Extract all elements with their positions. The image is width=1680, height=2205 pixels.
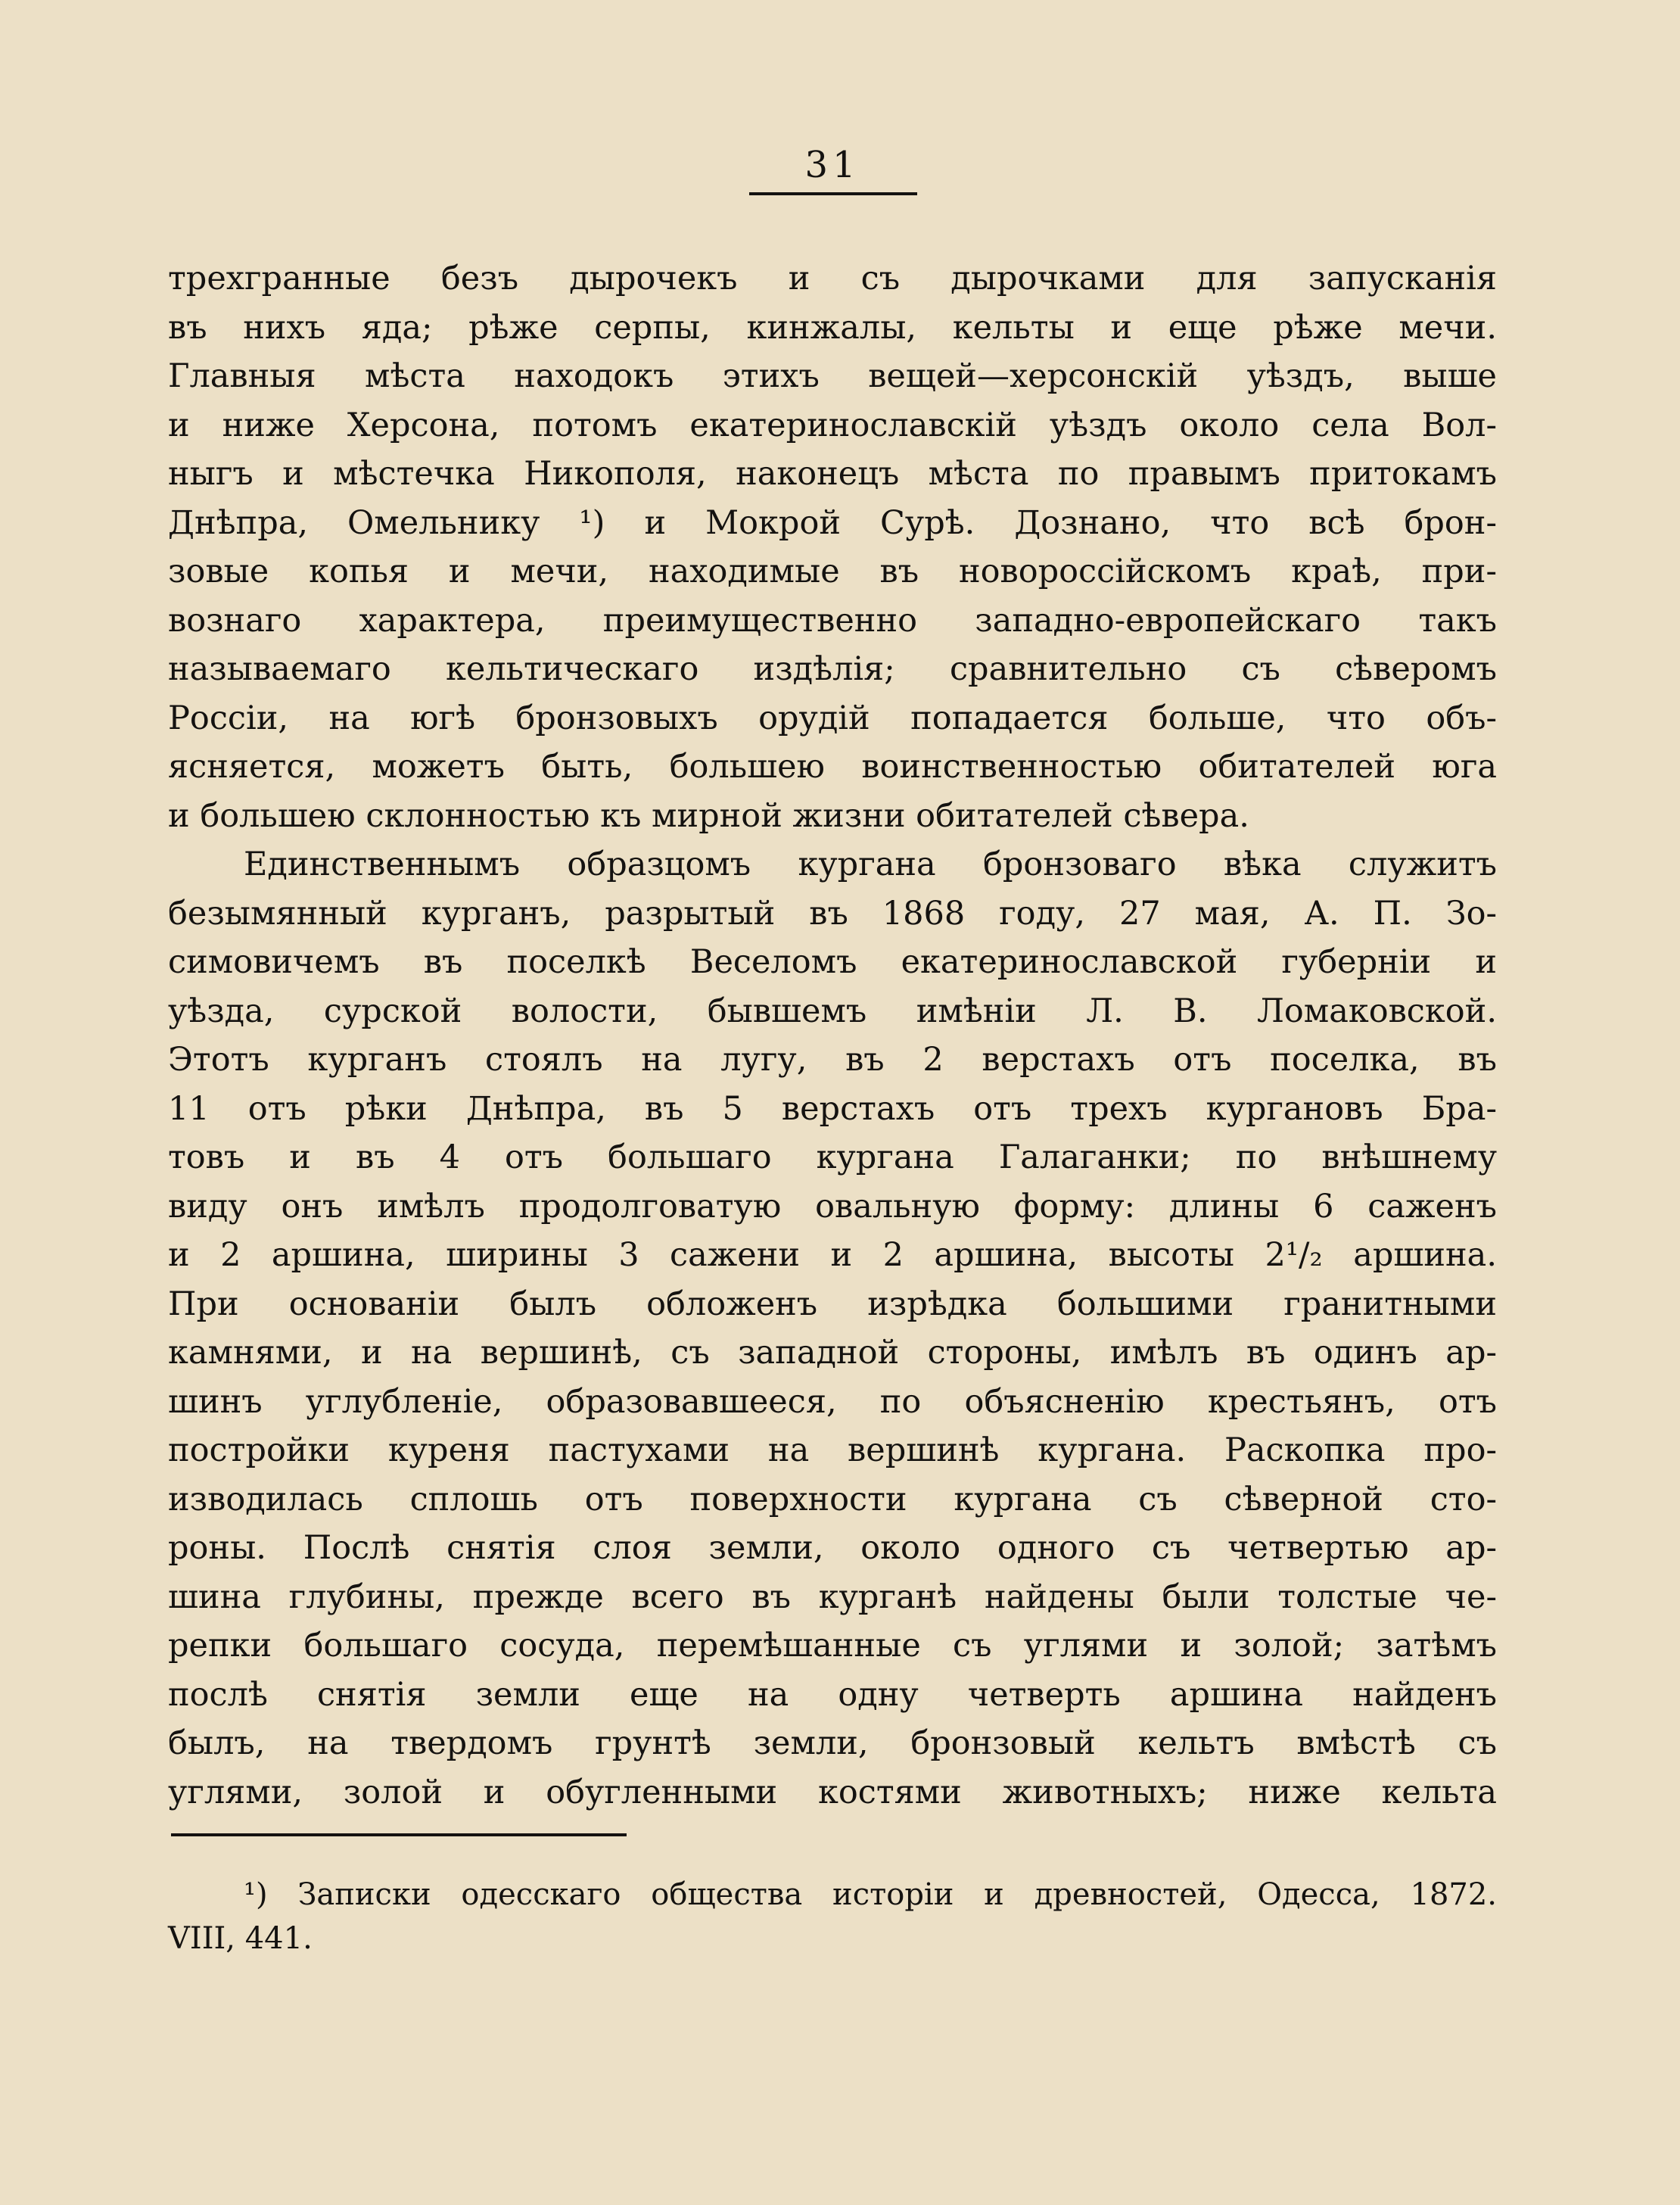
body-text [168,254,1497,1817]
text-line: и большею склонностью къ мирной жизни обитателей сѣвера. [168,796,1249,835]
text-line: изводилась сплошь отъ поверхности кургана съ сѣверной сто- [168,1480,1497,1518]
text-line: товъ и въ 4 отъ большаго кургана Галаганки; по внѣшнему [168,1138,1497,1176]
text-line: углями, золой и обугленными костями животныхъ; ниже кельта [168,1773,1497,1811]
text-line: и 2 аршина, ширины 3 сажени и 2 аршина, высоты 2¹/₂ аршина. [168,1236,1497,1274]
text-line: камнями, и на вершинѣ, съ западной стороны, имѣлъ въ одинъ ар- [168,1334,1497,1372]
footnote-line: VIII, 441. [168,1921,313,1956]
text-line: зовые копья и мечи, находимые въ новороссійскомъ краѣ, при- [168,553,1497,590]
text-line: виду онъ имѣлъ продолговатую овальную форму: длины 6 саженъ [168,1187,1497,1226]
text-line: и ниже Херсона, потомъ екатеринославскій уѣздъ около села Вол- [168,406,1497,444]
text-line: Этотъ курганъ стоялъ на лугу, въ 2 верстахъ отъ поселка, въ [168,1041,1497,1079]
text-line: 11 отъ рѣки Днѣпра, въ 5 верстахъ отъ трехъ кургановъ Бра- [168,1089,1497,1128]
text-line: Главныя мѣста находокъ этихъ вещей—херсонскій уѣздъ, выше [168,357,1497,395]
text-line: называемаго кельтическаго издѣлія; сравнительно съ сѣверомъ [168,650,1497,688]
text-line: уѣзда, сурской волости, бывшемъ имѣніи Л. В. Ломаковской. [168,992,1497,1030]
text-line: шинъ углубленіе, образовавшееся, по объясненію крестьянъ, отъ [168,1382,1497,1421]
page-number-underline [749,192,917,195]
text-line: репки большаго сосуда, перемѣшанные съ углями и золой; затѣмъ [168,1627,1497,1665]
footnote-separator [171,1833,627,1836]
footnote-line: ¹) Записки одесскаго общества исторіи и древностей, Одесса, 1872. [244,1877,1497,1912]
text-line: симовичемъ въ поселкѣ Веселомъ екатеринославской губерніи и [168,943,1497,981]
text-line: роны. Послѣ снятія слоя земли, около одного съ четвертью ар- [168,1529,1497,1567]
text-line: Россіи, на югѣ бронзовыхъ орудій попадается больше, что объ- [168,699,1497,737]
text-line: послѣ снятія земли еще на одну четверть аршина найденъ [168,1675,1497,1714]
page-number: 31 [804,144,860,186]
text-line: Днѣпра, Омельнику ¹) и Мокрой Сурѣ. Дознано, что всѣ брон- [168,503,1497,542]
text-line: безымянный курганъ, разрытый въ 1868 году, 27 мая, А. П. Зо- [168,894,1497,933]
text-line: въ нихъ яда; рѣже серпы, кинжалы, кельты и еще рѣже мечи. [168,308,1497,347]
text-line: ныгъ и мѣстечка Никополя, наконецъ мѣста по правымъ притокамъ [168,455,1497,493]
text-line: постройки куреня пастухами на вершинѣ кургана. Раскопка про- [168,1431,1497,1469]
text-line: При основаніи былъ обложенъ изрѣдка большими гранитными [168,1285,1497,1323]
text-line: шина глубины, прежде всего въ курганѣ найдены были толстые че- [168,1577,1497,1616]
text-line: былъ, на твердомъ грунтѣ земли, бронзовый кельтъ вмѣстѣ съ [168,1724,1497,1762]
footnote [168,1873,1497,1961]
paragraph-start-line: Единственнымъ образцомъ кургана бронзоваго вѣка служитъ [244,846,1497,883]
text-line: вознаго характера, преимущественно западно-европейскаго такъ [168,601,1497,640]
text-line: ясняется, можетъ быть, большею воинственностью обитателей юга [168,748,1497,786]
text-line: трехгранные безъ дырочекъ и съ дырочками для запусканія [168,260,1497,297]
